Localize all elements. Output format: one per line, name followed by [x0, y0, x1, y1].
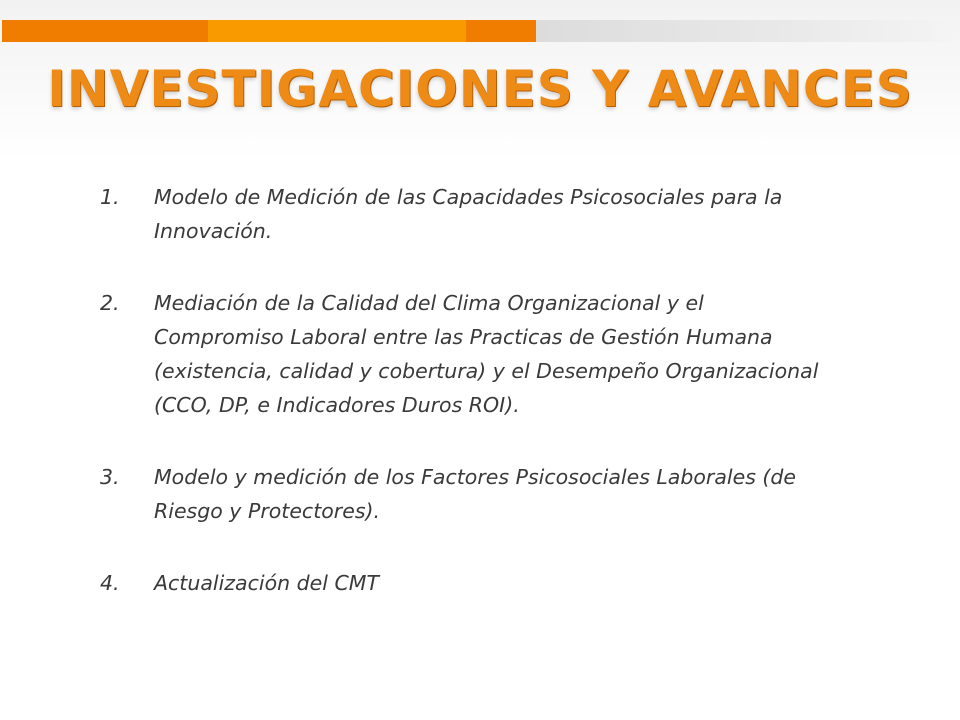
list-item-number: 1.: [100, 185, 120, 209]
numbered-list: [100, 180, 840, 600]
list-item-text: Actualización del CMT: [154, 571, 379, 595]
bar-segment-gray: [536, 20, 952, 42]
list-item-text: Mediación de la Calidad del Clima Organizacional y el Compromiso Laboral entre las Practicas de Gestión Humana (existencia, calidad y cobertura) y el Desempeño Organizacional (CCO, DP, e Indicadores Duros ROI).: [154, 291, 819, 417]
top-decorative-bar: [2, 20, 952, 42]
list-item: [100, 460, 840, 528]
slide-title: INVESTIGACIONES Y AVANCES: [47, 60, 913, 118]
list-item: [100, 180, 840, 248]
list-item-text: Modelo de Medición de las Capacidades Psicosociales para la Innovación.: [154, 185, 783, 243]
list-item-number: 3.: [100, 465, 120, 489]
list-item-number: 4.: [100, 571, 120, 595]
bar-segment-orange: [2, 20, 208, 42]
list-item-number: 2.: [100, 291, 120, 315]
list-item: [100, 286, 840, 422]
list-item-text: Modelo y medición de los Factores Psicosociales Laborales (de Riesgo y Protectores).: [154, 465, 797, 523]
bar-segment-orange-short: [466, 20, 536, 42]
bar-segment-light-orange: [208, 20, 466, 42]
list-item: [100, 566, 840, 600]
